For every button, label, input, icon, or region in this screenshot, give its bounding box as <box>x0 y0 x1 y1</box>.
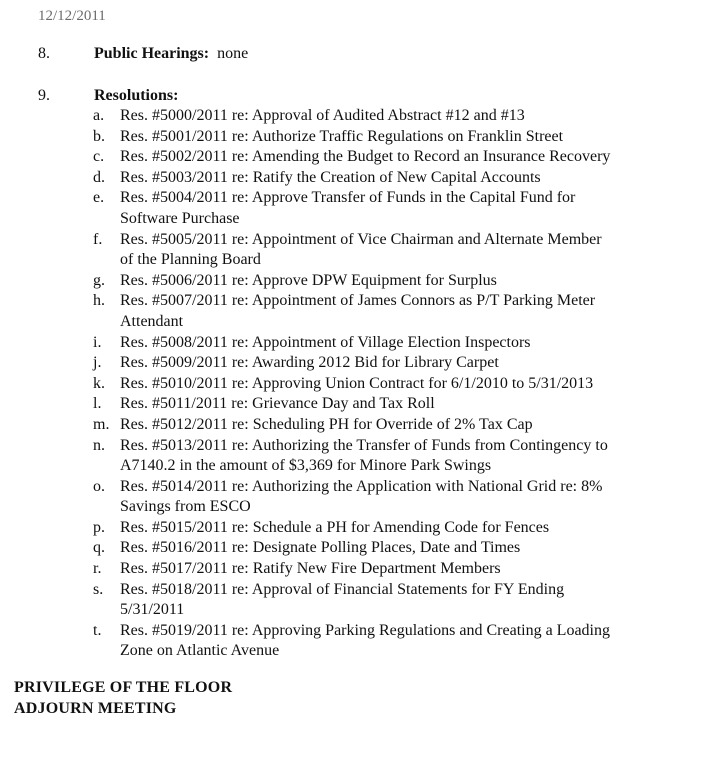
resolution-item <box>0 188 680 229</box>
resolution-text: Res. #5000/2011 re: Approval of Audited Abstract #12 and #13 <box>120 107 525 124</box>
resolution-text: Res. #5017/2011 re: Ratify New Fire Department Members <box>120 560 501 578</box>
resolution-text: Res. #5006/2011 re: Approve DPW Equipment for Surplus <box>120 271 497 289</box>
resolution-letter: l. <box>93 395 102 413</box>
resolution-text: Res. #5005/2011 re: Appointment of Vice Chairman and Alternate Member <box>120 230 602 248</box>
resolution-item <box>0 621 680 662</box>
section-heading: Public Hearings: <box>94 45 210 62</box>
resolution-text: Res. #5003/2011 re: Ratify the Creation of New Capital Accounts <box>120 168 541 186</box>
resolution-text-continued: Savings from ESCO <box>120 498 251 516</box>
resolution-letter: e. <box>93 189 105 207</box>
resolution-text-continued: 5/31/2011 <box>120 601 185 619</box>
resolution-text: Res. #5001/2011 re: Authorize Traffic Regulations on Franklin Street <box>120 127 564 145</box>
resolution-letter: q. <box>93 539 105 557</box>
resolution-item <box>0 559 680 580</box>
adjourn-meeting: ADJOURN MEETING <box>14 700 177 717</box>
resolution-item <box>0 230 680 271</box>
resolution-text: Res. #5016/2011 re: Designate Polling Places, Date and Times <box>120 539 521 557</box>
resolution-text-continued: Software Purchase <box>120 209 240 227</box>
resolution-item <box>0 538 680 559</box>
resolution-text: Res. #5008/2011 re: Appointment of Village Election Inspectors <box>120 333 531 351</box>
section-heading: Resolutions: <box>94 87 179 104</box>
resolution-text: Res. #5004/2011 re: Approve Transfer of Funds in the Capital Fund for <box>120 189 576 207</box>
resolution-text: Res. #5007/2011 re: Appointment of James Connors as P/T Parking Meter <box>120 292 596 310</box>
resolution-text-continued: of the Planning Board <box>120 251 261 269</box>
resolution-text: Res. #5002/2011 re: Amending the Budget to Record an Insurance Recovery <box>120 148 611 166</box>
resolution-letter: k. <box>93 374 105 392</box>
resolution-item <box>0 127 680 148</box>
resolution-letter: c. <box>93 148 105 166</box>
resolution-letter: r. <box>93 560 102 578</box>
resolution-letter: j. <box>93 354 102 372</box>
document-date: 12/12/2011 <box>38 8 106 24</box>
section-public-hearings <box>38 44 248 63</box>
privilege-of-the-floor: PRIVILEGE OF THE FLOOR <box>14 679 233 696</box>
resolution-item <box>0 353 680 374</box>
section-number: 8. <box>38 45 50 62</box>
section-number: 9. <box>38 87 50 104</box>
resolution-text: Res. #5012/2011 re: Scheduling PH for Override of 2% Tax Cap <box>120 415 533 433</box>
resolution-item <box>0 291 680 332</box>
resolution-text: Res. #5013/2011 re: Authorizing the Transfer of Funds from Contingency to <box>120 436 608 454</box>
resolution-item <box>0 580 680 621</box>
resolution-letter: o. <box>93 477 105 495</box>
resolution-item <box>0 333 680 354</box>
resolution-item <box>0 271 680 292</box>
resolution-text: Res. #5015/2011 re: Schedule a PH for Amending Code for Fences <box>120 518 550 536</box>
resolution-letter: n. <box>93 436 105 454</box>
resolution-letter: b. <box>93 127 105 145</box>
resolution-item <box>0 518 680 539</box>
resolution-text: Res. #5011/2011 re: Grievance Day and Tax Roll <box>120 395 435 413</box>
resolution-text-continued: A7140.2 in the amount of $3,369 for Minore Park Swings <box>120 457 492 475</box>
resolution-letter: g. <box>93 271 105 289</box>
resolutions-list <box>0 106 700 662</box>
resolution-letter: p. <box>93 518 105 536</box>
section-resolutions <box>38 86 178 105</box>
section-text: none <box>217 45 249 62</box>
resolution-item <box>0 415 680 436</box>
resolution-letter: t. <box>93 621 102 639</box>
resolution-item <box>0 394 680 415</box>
resolution-item <box>0 477 680 518</box>
resolution-letter: h. <box>93 292 105 310</box>
resolution-item <box>0 106 680 127</box>
resolution-item <box>0 374 680 395</box>
resolution-text: Res. #5010/2011 re: Approving Union Contract for 6/1/2010 to 5/31/2013 <box>120 374 594 392</box>
resolution-letter: s. <box>93 580 104 598</box>
resolution-letter: d. <box>93 168 105 186</box>
resolution-text: Res. #5019/2011 re: Approving Parking Regulations and Creating a Loading <box>120 621 610 639</box>
resolution-text-continued: Zone on Atlantic Avenue <box>120 642 280 660</box>
resolution-item <box>0 147 680 168</box>
resolution-letter: a. <box>93 107 105 124</box>
resolution-letter: m. <box>93 415 110 433</box>
resolution-text: Res. #5009/2011 re: Awarding 2012 Bid for Library Carpet <box>120 354 499 372</box>
resolution-letter: f. <box>93 230 103 248</box>
resolution-text: Res. #5018/2011 re: Approval of Financial Statements for FY Ending <box>120 580 565 598</box>
resolution-item <box>0 168 680 189</box>
resolution-text: Res. #5014/2011 re: Authorizing the Application with National Grid re: 8% <box>120 477 603 495</box>
resolution-text-continued: Attendant <box>120 312 184 330</box>
resolution-letter: i. <box>93 333 102 351</box>
resolution-item <box>0 436 680 477</box>
